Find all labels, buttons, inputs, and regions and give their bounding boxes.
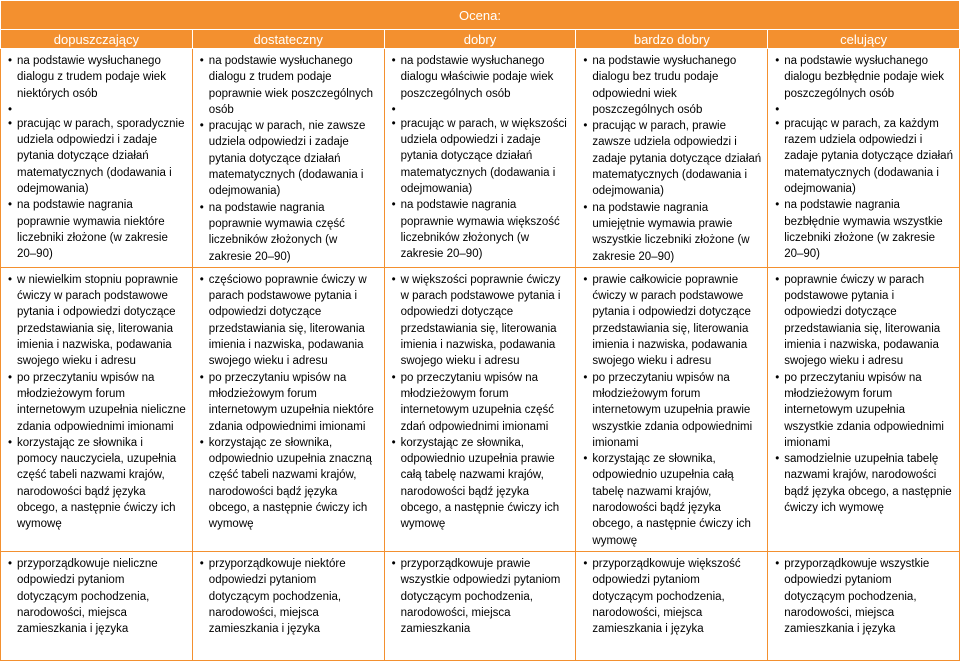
criterion-item: • na podstawie wysłuchanego dialogu bez trudu podaje odpowiedni wiek poszczególnych osób bbox=[583, 53, 761, 118]
criterion-item: • korzystając ze słownika, odpowiednio uzupełnia znaczną część tabeli nazwami krajów, narodowości bądź języka obcego, a następnie ćwiczy ich wymowę bbox=[200, 435, 378, 533]
criteria-cell bbox=[768, 49, 960, 268]
criterion-item: • po przeczytaniu wpisów na młodzieżowym forum internetowym uzupełnia nieliczne zdania odpowiednimi imionami bbox=[8, 370, 186, 435]
criterion-item: • przyporządkowuje wszystkie odpowiedzi pytaniom dotyczącym pochodzenia, narodowości, miejsca zamieszkania i języka bbox=[775, 556, 953, 637]
criterion-item: • po przeczytaniu wpisów na młodzieżowym forum internetowym uzupełnia wszystkie zdania odpowiednimi imionami bbox=[775, 370, 953, 451]
criteria-cell bbox=[192, 267, 384, 551]
criterion-item: • korzystając ze słownika, odpowiednio uzupełnia całą tabelę nazwami krajów, narodowości bądź języka obcego, a następnie ćwiczy ich wymowę bbox=[583, 451, 761, 549]
criteria-cell bbox=[1, 49, 193, 268]
criterion-item: • po przeczytaniu wpisów na młodzieżowym forum internetowym uzupełnia część zdań odpowiednimi imionami bbox=[392, 370, 570, 435]
level-header: celujący bbox=[768, 30, 960, 49]
criterion-item: • pracując w parach, prawie zawsze udziela odpowiedzi i zadaje pytania dotyczące działań matematycznych (dodawania i odejmowania) bbox=[583, 118, 761, 199]
criterion-item: • na podstawie wysłuchanego dialogu z trudem podaje wiek niektórych osób bbox=[8, 53, 186, 102]
criteria-cell bbox=[384, 49, 576, 268]
criteria-cell bbox=[192, 49, 384, 268]
criterion-item: • poprawnie ćwiczy w parach podstawowe pytania i odpowiedzi dotyczące przedstawiania się, literowania imienia i nazwiska, podawania swojego wieku i adresu bbox=[775, 272, 953, 370]
criteria-cell bbox=[384, 267, 576, 551]
criterion-item: • w niewielkim stopniu poprawnie ćwiczy w parach podstawowe pytania i odpowiedzi dotyczące przedstawiania się, literowania imienia i nazwiska, podawania swojego wieku i adresu bbox=[8, 272, 186, 370]
criterion-item: • pracując w parach, w większości udziela odpowiedzi i zadaje pytania dotyczące działań matematycznych (dodawania i odejmowania) bbox=[392, 116, 570, 197]
criteria-row bbox=[1, 49, 960, 268]
criteria-cell bbox=[1, 551, 193, 660]
criterion-item: • przyporządkowuje nieliczne odpowiedzi pytaniom dotyczącym pochodzenia, narodowości, miejsca zamieszkania i języka bbox=[8, 556, 186, 637]
level-header: dostateczny bbox=[192, 30, 384, 49]
criterion-item: • na podstawie nagrania poprawnie wymawia większość liczebników złożonych (w zakresie 20–90) bbox=[392, 197, 570, 262]
criteria-row bbox=[1, 551, 960, 660]
criteria-cell bbox=[1, 267, 193, 551]
criteria-cell bbox=[192, 551, 384, 660]
criteria-cell bbox=[576, 49, 768, 268]
level-header: bardzo dobry bbox=[576, 30, 768, 49]
criterion-item: • samodzielnie uzupełnia tabelę nazwami krajów, narodowości bądź języka obcego, a następnie ćwiczy ich wymowę bbox=[775, 451, 953, 516]
criterion-item: • po przeczytaniu wpisów na młodzieżowym forum internetowym uzupełnia prawie wszystkie zdania odpowiednimi imionami bbox=[583, 370, 761, 451]
criterion-item: • korzystając ze słownika, odpowiednio uzupełnia prawie całą tabelę nazwami krajów, narodowości bądź języka obcego, a następnie ćwiczy ich wymowę bbox=[392, 435, 570, 533]
criterion-item: • na podstawie wysłuchanego dialogu właściwie podaje wiek poszczególnych osób bbox=[392, 53, 570, 102]
criteria-cell bbox=[768, 551, 960, 660]
criterion-item: • pracując w parach, sporadycznie udziela odpowiedzi i zadaje pytania dotyczące działań matematycznych (dodawania i odejmowania) bbox=[8, 116, 186, 197]
table-title: Ocena: bbox=[1, 1, 960, 30]
criterion-item: • przyporządkowuje prawie wszystkie odpowiedzi pytaniom dotyczącym pochodzenia, narodowości, miejsca zamieszkania bbox=[392, 556, 570, 637]
criterion-item: • na podstawie wysłuchanego dialogu z trudem podaje poprawnie wiek poszczególnych osób bbox=[200, 53, 378, 118]
criterion-item: • pracując w parach, za każdym razem udziela odpowiedzi i zadaje pytania dotyczące działań matematycznych (dodawania i odejmowania) bbox=[775, 116, 953, 197]
criteria-cell bbox=[576, 267, 768, 551]
criterion-item: • pracując w parach, nie zawsze udziela odpowiedzi i zadaje pytania dotyczące działań matematycznych (dodawania i odejmowania) bbox=[200, 118, 378, 199]
criteria-cell bbox=[384, 551, 576, 660]
criterion-item: • po przeczytaniu wpisów na młodzieżowym forum internetowym uzupełnia niektóre zdania odpowiednimi imionami bbox=[200, 370, 378, 435]
criteria-row bbox=[1, 267, 960, 551]
criterion-item: • korzystając ze słownika i pomocy nauczyciela, uzupełnia część tabeli nazwami krajów, narodowości bądź języka obcego, a następnie ćwiczy ich wymowę bbox=[8, 435, 186, 533]
criterion-item: • przyporządkowuje większość odpowiedzi pytaniom dotyczącym pochodzenia, narodowości, miejsca zamieszkania i języka bbox=[583, 556, 761, 637]
level-header: dobry bbox=[384, 30, 576, 49]
criterion-item: • przyporządkowuje niektóre odpowiedzi pytaniom dotyczącym pochodzenia, narodowości, miejsca zamieszkania i języka bbox=[200, 556, 378, 637]
criterion-item: • na podstawie wysłuchanego dialogu bezbłędnie podaje wiek poszczególnych osób bbox=[775, 53, 953, 102]
criterion-item: • na podstawie nagrania bezbłędnie wymawia wszystkie liczebniki złożone (w zakresie 20–90) bbox=[775, 197, 953, 262]
criterion-item: • prawie całkowicie poprawnie ćwiczy w parach podstawowe pytania i odpowiedzi dotyczące przedstawiania się, literowania imienia i nazwiska, podawania swojego wieku i adresu bbox=[583, 272, 761, 370]
criterion-item: • w większości poprawnie ćwiczy w parach podstawowe pytania i odpowiedzi dotyczące przedstawiania się, literowania imienia i nazwiska, podawania swojego wieku i adresu bbox=[392, 272, 570, 370]
level-header: dopuszczający bbox=[1, 30, 193, 49]
criterion-item: • częściowo poprawnie ćwiczy w parach podstawowe pytania i odpowiedzi dotyczące przedstawiania się, literowania imienia i nazwiska, podawania swojego wieku i adresu bbox=[200, 272, 378, 370]
criteria-cell bbox=[768, 267, 960, 551]
criterion-item: • na podstawie nagrania umiejętnie wymawia prawie wszystkie liczebniki złożone (w zakresie 20–90) bbox=[583, 200, 761, 265]
criteria-cell bbox=[576, 551, 768, 660]
criterion-item: • na podstawie nagrania poprawnie wymawia część liczebników złożonych (w zakresie 20–90) bbox=[200, 200, 378, 265]
criterion-item: • na podstawie nagrania poprawnie wymawia niektóre liczebniki złożone (w zakresie 20–90) bbox=[8, 197, 186, 262]
